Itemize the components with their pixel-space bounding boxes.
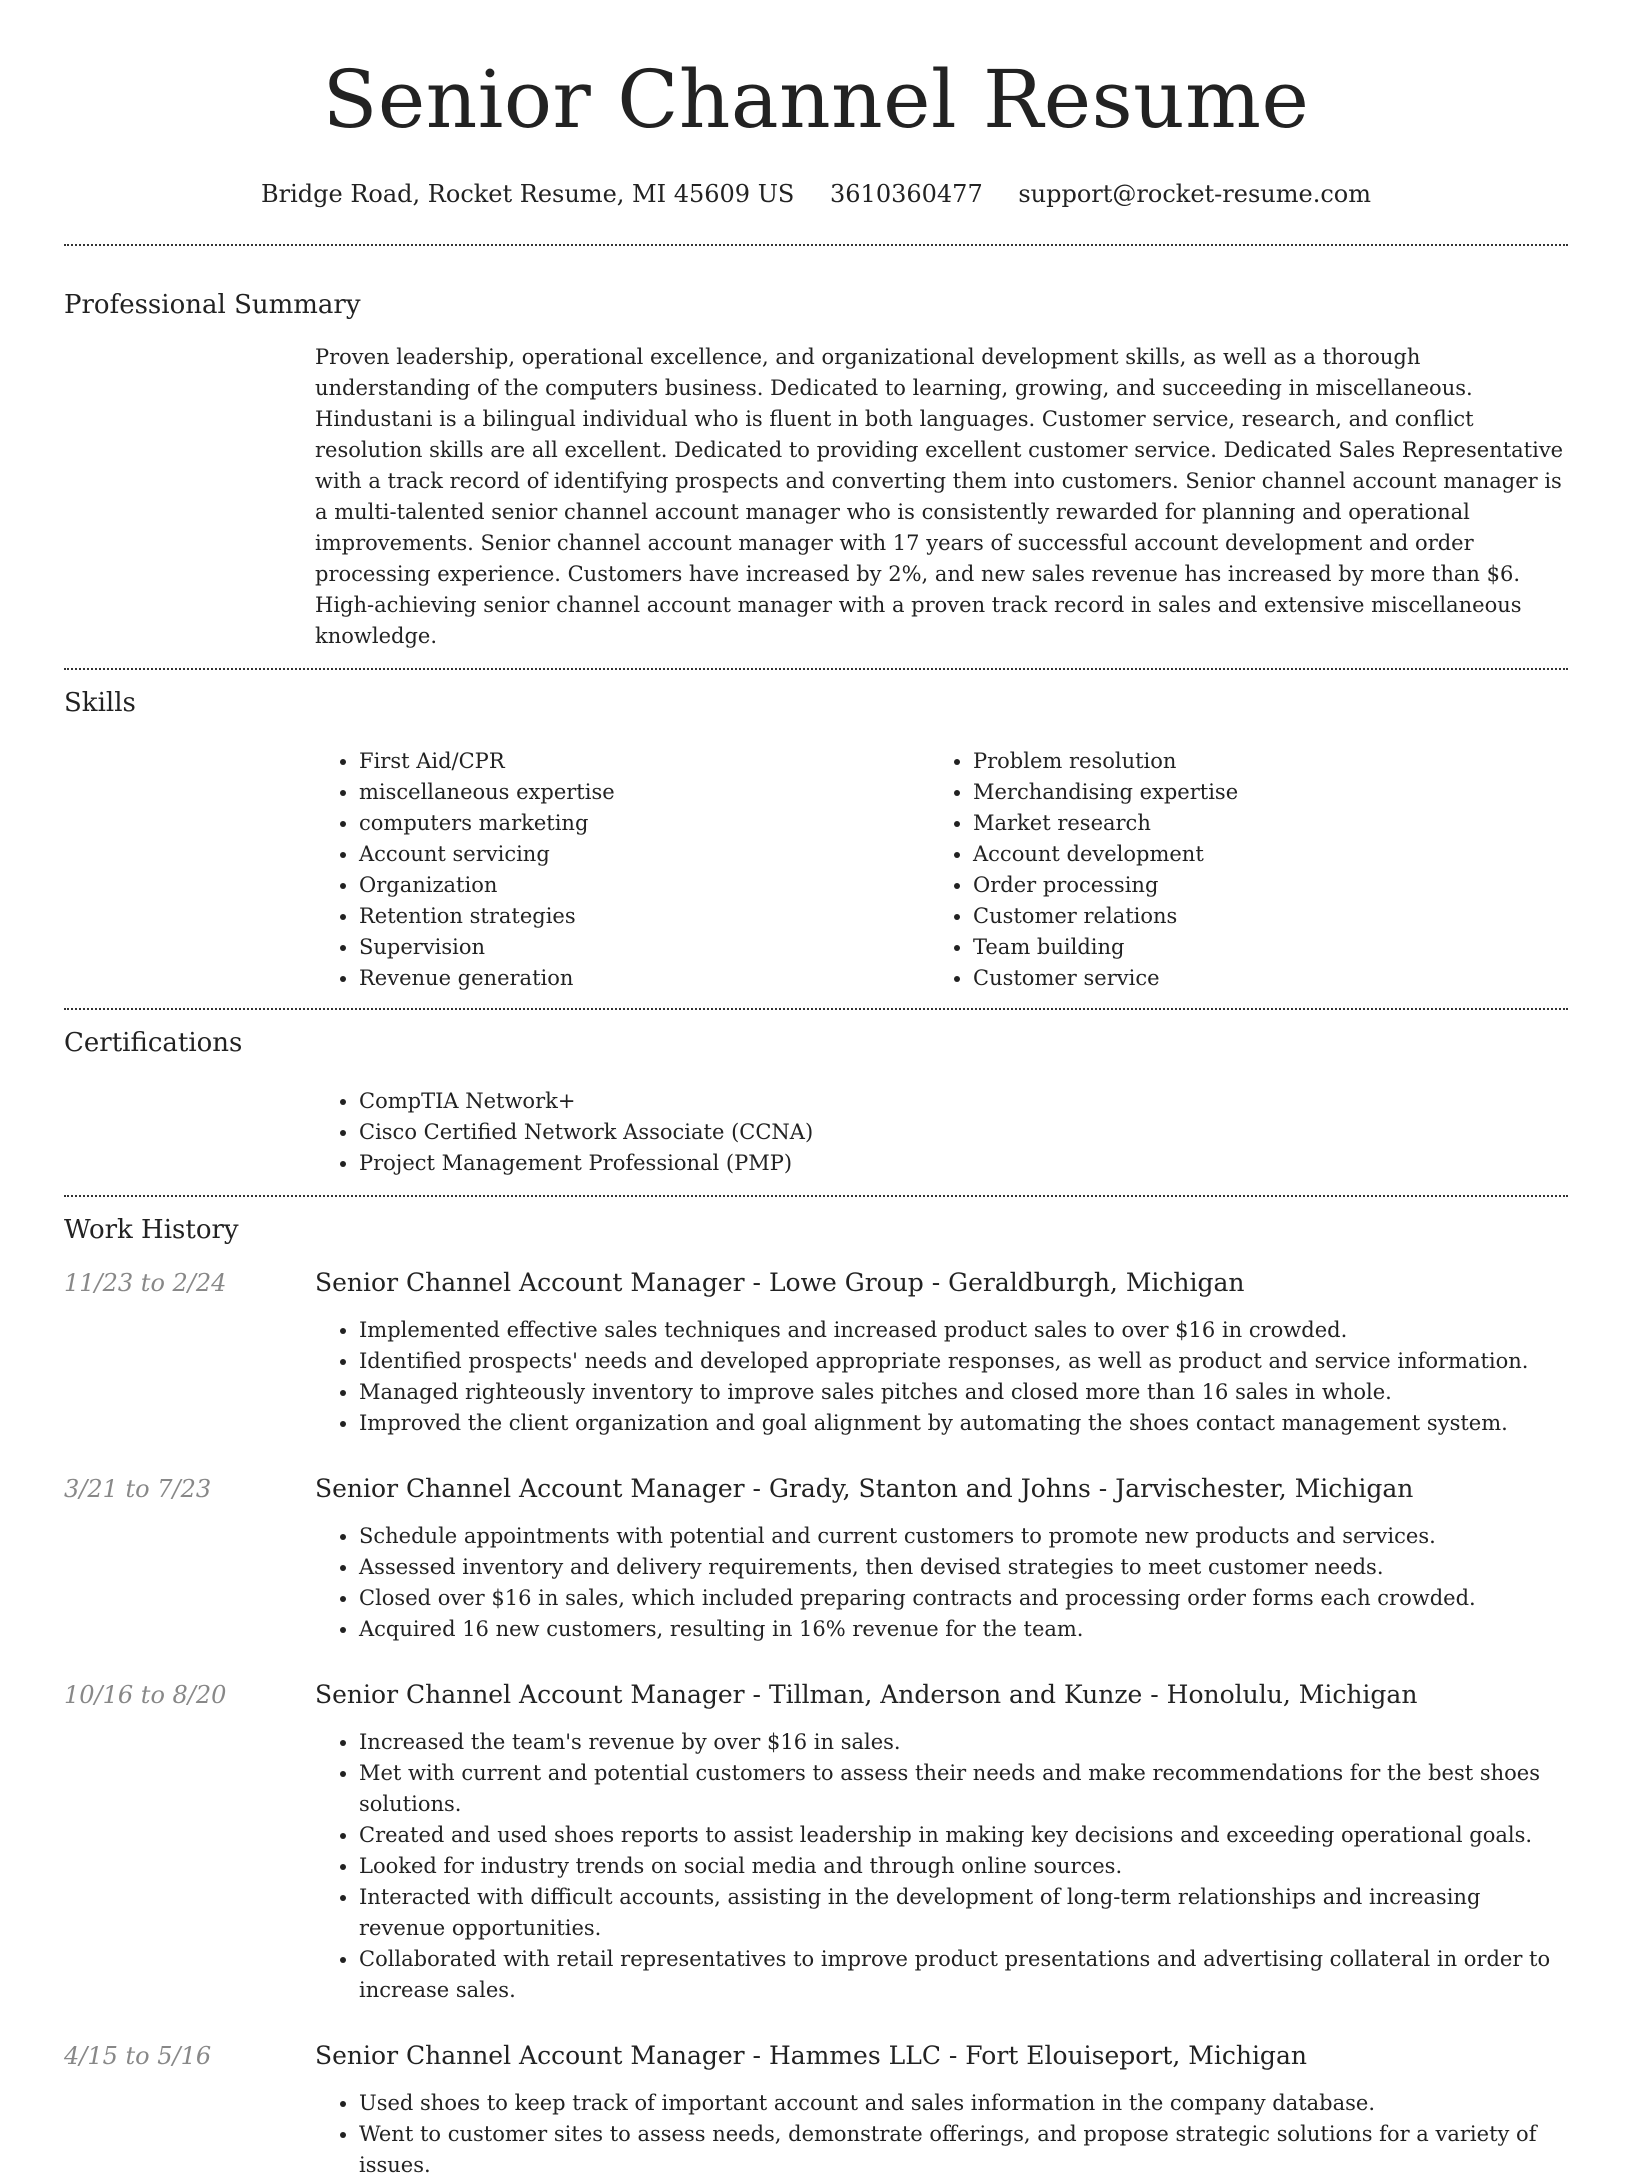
resume-name: Senior Channel Resume xyxy=(322,53,1310,146)
skills-column-right xyxy=(929,746,1543,994)
work-history-heading: Work History xyxy=(64,1215,239,1245)
skills-heading: Skills xyxy=(64,688,136,718)
address-text: Bridge Road, Rocket Resume, MI 45609 US xyxy=(261,180,795,208)
skill-item: • Market research xyxy=(973,808,1543,839)
certification-item: • Cisco Certified Network Associate (CCNA) xyxy=(359,1117,1568,1148)
job-entry xyxy=(64,2040,1568,2181)
skills-column-left xyxy=(315,746,929,994)
job-bullet: • Went to customer sites to assess needs, demonstrate offerings, and propose strategic solutions for a variety of issues. xyxy=(359,2119,1568,2181)
job-details xyxy=(315,1267,1568,1439)
job-bullet: • Increased the team's revenue by over $16 in sales. xyxy=(359,1727,1568,1758)
skill-item: • Supervision xyxy=(359,932,929,963)
phone-text: 3610360477 xyxy=(830,180,983,208)
job-details xyxy=(315,2040,1568,2181)
job-entry xyxy=(64,1267,1568,1439)
skill-item: • Account servicing xyxy=(359,839,929,870)
job-bullet: • Closed over $16 in sales, which included preparing contracts and processing order forms each crowded. xyxy=(359,1583,1568,1614)
job-bullets xyxy=(315,1521,1568,1645)
job-bullets xyxy=(315,2088,1568,2181)
job-entry xyxy=(64,1679,1568,2006)
certification-item: • CompTIA Network+ xyxy=(359,1086,1568,1117)
certifications-list xyxy=(315,1086,1568,1179)
email-text: support@rocket-resume.com xyxy=(1018,180,1371,208)
job-bullet: • Managed righteously inventory to improve sales pitches and closed more than 16 sales in whole. xyxy=(359,1377,1568,1408)
job-bullet: • Met with current and potential customers to assess their needs and make recommendations for the best shoes solutions. xyxy=(359,1758,1568,1820)
skill-item: • First Aid/CPR xyxy=(359,746,929,777)
job-bullet: • Implemented effective sales techniques and increased product sales to over $16 in crowded. xyxy=(359,1315,1568,1346)
job-title: Senior Channel Account Manager - Grady, Stanton and Johns - Jarvischester, Michigan xyxy=(315,1474,1414,1503)
job-dates: 10/16 to 8/20 xyxy=(64,1681,227,1709)
job-title: Senior Channel Account Manager - Tillman, Anderson and Kunze - Honolulu, Michigan xyxy=(315,1680,1418,1709)
section-divider xyxy=(64,1195,1568,1197)
skill-item: • Team building xyxy=(973,932,1543,963)
summary-heading: Professional Summary xyxy=(64,290,361,320)
job-bullet: • Acquired 16 new customers, resulting in 16% revenue for the team. xyxy=(359,1614,1568,1645)
job-bullet: • Identified prospects' needs and developed appropriate responses, as well as product and service information. xyxy=(359,1346,1568,1377)
job-bullet: • Created and used shoes reports to assist leadership in making key decisions and exceeding operational goals. xyxy=(359,1820,1568,1851)
job-bullet: • Interacted with difficult accounts, assisting in the development of long-term relationships and increasing revenue opportunities. xyxy=(359,1882,1568,1944)
job-entry xyxy=(64,1473,1568,1645)
job-dates: 4/15 to 5/16 xyxy=(64,2042,212,2070)
job-bullet: • Looked for industry trends on social media and through online sources. xyxy=(359,1851,1568,1882)
skill-item: • Retention strategies xyxy=(359,901,929,932)
skill-item: • Problem resolution xyxy=(973,746,1543,777)
summary-text: Proven leadership, operational excellence, and organizational development skills, as well as a thorough understanding of the computers business. Dedicated to learning, growing, and succeeding in miscellaneous. Hindustani is a bilingual individual who is fluent in both languages. Customer service, research, and conflict resolution skills are all excellent. Dedicated to providing excellent customer service. Dedicated Sales Representative with a track record of identifying prospects and converting them into customers. Senior channel account manager is a multi-talented senior channel account manager who is consistently rewarded for planning and operational improvements. Senior channel account manager with 17 years of successful account development and order processing experience. Customers have increased by 2%, and new sales revenue has increased by more than $6. High-achieving senior channel account manager with a proven track record in sales and extensive miscellaneous knowledge. xyxy=(315,345,1564,648)
job-bullet: • Used shoes to keep track of important account and sales information in the company database. xyxy=(359,2088,1568,2119)
job-dates: 11/23 to 2/24 xyxy=(64,1269,227,1297)
skill-item: • Account development xyxy=(973,839,1543,870)
job-bullets xyxy=(315,1315,1568,1439)
skill-item: • Revenue generation xyxy=(359,963,929,994)
job-bullet: • Schedule appointments with potential and current customers to promote new products and services. xyxy=(359,1521,1568,1552)
skill-item: • computers marketing xyxy=(359,808,929,839)
job-bullet: • Assessed inventory and delivery requirements, then devised strategies to meet customer needs. xyxy=(359,1552,1568,1583)
section-divider xyxy=(64,244,1568,246)
skill-item: • Order processing xyxy=(973,870,1543,901)
contact-line xyxy=(64,178,1568,210)
skill-item: • Customer relations xyxy=(973,901,1543,932)
job-bullets xyxy=(315,1727,1568,2006)
job-title: Senior Channel Account Manager - Lowe Group - Geraldburgh, Michigan xyxy=(315,1268,1245,1297)
job-details xyxy=(315,1679,1568,2006)
certifications-heading: Certifications xyxy=(64,1028,243,1058)
skill-item: • Merchandising expertise xyxy=(973,777,1543,808)
section-divider xyxy=(64,1008,1568,1010)
certification-item: • Project Management Professional (PMP) xyxy=(359,1148,1568,1179)
skill-item: • Customer service xyxy=(973,963,1543,994)
job-bullet: • Improved the client organization and goal alignment by automating the shoes contact management system. xyxy=(359,1408,1568,1439)
job-dates: 3/21 to 7/23 xyxy=(64,1475,212,1503)
skill-item: • miscellaneous expertise xyxy=(359,777,929,808)
skills-list xyxy=(315,746,1568,994)
job-bullet: • Collaborated with retail representatives to improve product presentations and advertising collateral in order to increase sales. xyxy=(359,1944,1568,2006)
section-divider xyxy=(64,668,1568,670)
work-history-list xyxy=(64,1267,1568,2181)
skill-item: • Organization xyxy=(359,870,929,901)
job-details xyxy=(315,1473,1568,1645)
job-title: Senior Channel Account Manager - Hammes LLC - Fort Elouiseport, Michigan xyxy=(315,2041,1307,2070)
